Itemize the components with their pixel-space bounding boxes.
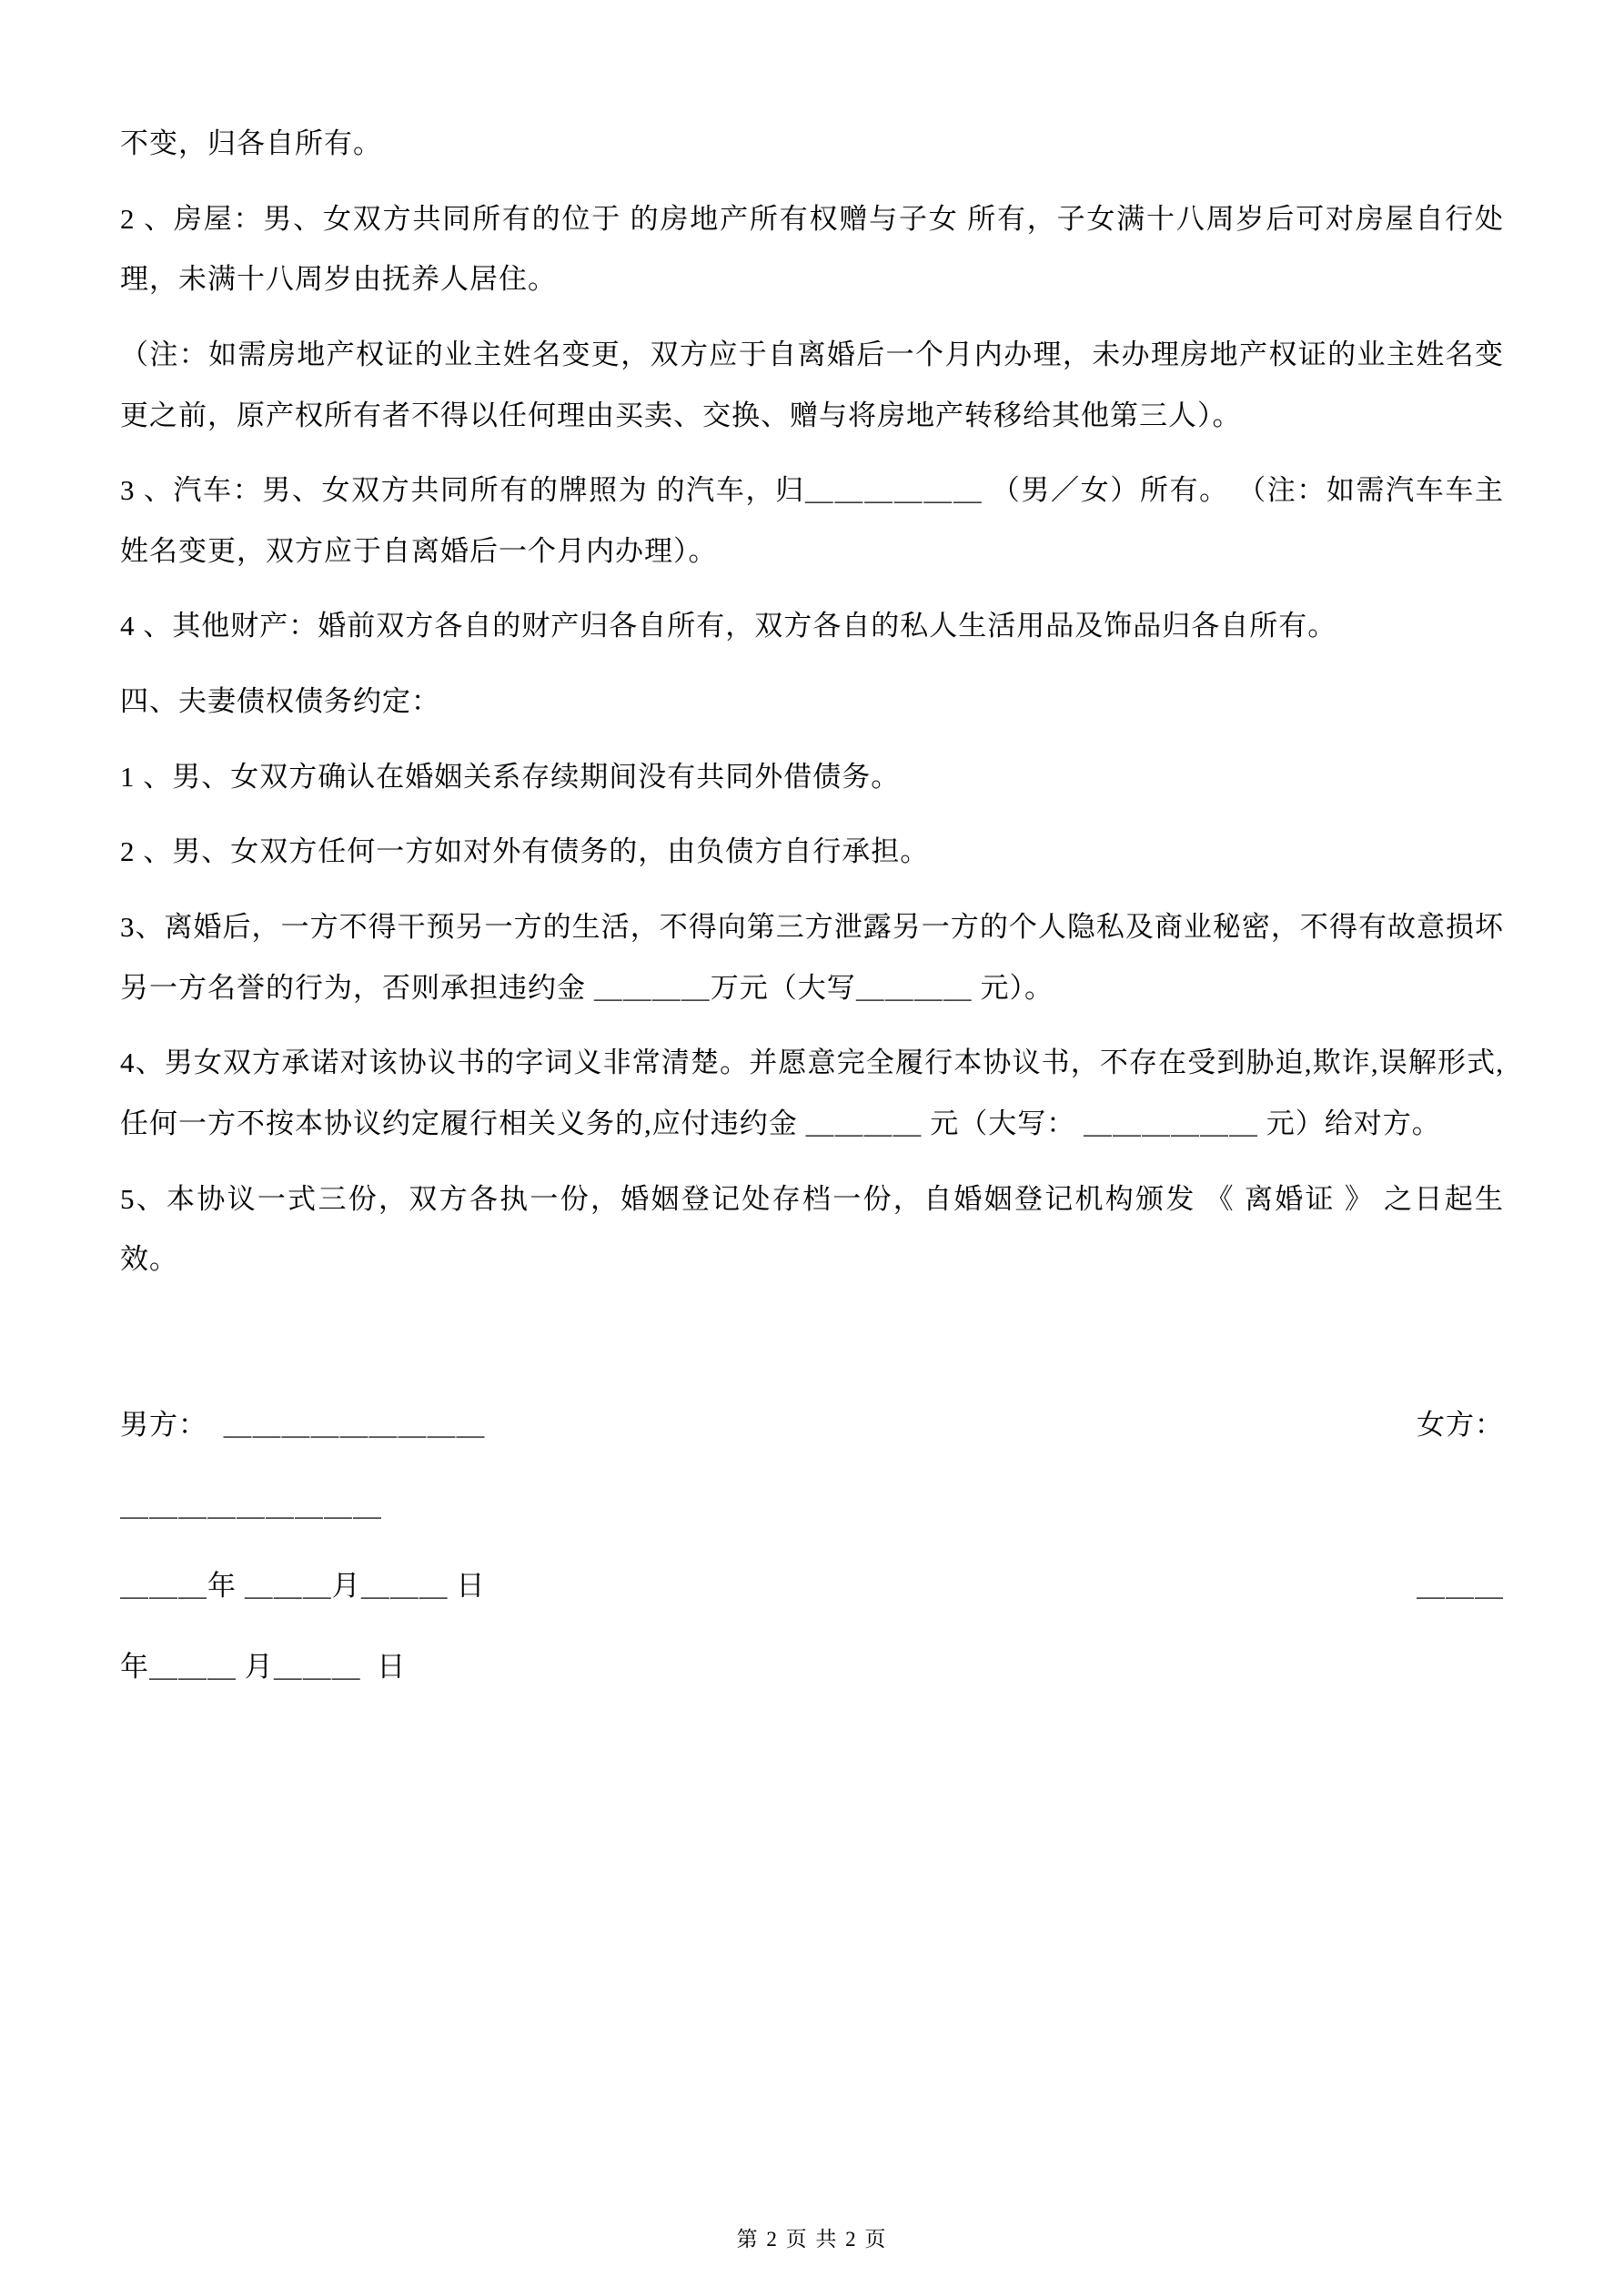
signature-block <box>120 1395 1504 1698</box>
paragraph: 3、离婚后，一方不得干预另一方的生活，不得向第三方泄露另一方的个人隐私及商业秘密，不得有故意损坏另一方名誉的行为，否则承担违约金 ＿＿＿＿万元（大写＿＿＿＿ 元）。 <box>120 911 1504 1004</box>
paragraph: 2 、男、女双方任何一方如对外有债务的，由负债方自行承担。 <box>120 835 930 868</box>
paragraph: 4 、其他财产：婚前双方各自的财产归各自所有，双方各自的私人生活用品及饰品归各自所有。 <box>120 610 1337 642</box>
paragraph: 1 、男、女双方确认在婚姻关系存续期间没有共同外借债务。 <box>120 760 901 793</box>
husband-label: 男方： <box>120 1408 207 1441</box>
wife-date-blank: ＿＿＿ <box>1417 1570 1504 1603</box>
signature-row-extra-line <box>120 1476 1504 1537</box>
husband-signature-line: ＿＿＿＿＿＿＿＿＿ <box>223 1408 486 1441</box>
page-footer <box>0 2222 1624 2252</box>
paragraph: 2 、房屋：男、女双方共同所有的位于 的房地产所有权赠与子女 所有，子女满十八周岁后可对房屋自行处理，未满十八周岁由抚养人居住。 <box>120 202 1504 296</box>
wife-date-line: 年＿＿＿ 月＿＿＿ 日 <box>120 1650 407 1683</box>
signature-row-date-1 <box>120 1556 1504 1617</box>
wife-signature-line: ＿＿＿＿＿＿＿＿＿ <box>120 1489 382 1522</box>
husband-date-line: ＿＿＿年 ＿＿＿月＿＿＿ 日 <box>120 1570 486 1603</box>
signature-row-date-2 <box>120 1637 1504 1698</box>
paragraph: 5、本协议一式三份，双方各执一份，婚姻登记处存档一份，自婚姻登记机构颁发 《 离婚证 》 之日起生效。 <box>120 1182 1504 1276</box>
husband-signature <box>120 1395 486 1456</box>
wife-label: 女方： <box>1417 1408 1504 1441</box>
page-number: 第 2 页 共 2 页 <box>736 2228 888 2250</box>
signature-row-names <box>120 1395 1504 1456</box>
paragraph: 3 、汽车：男、女双方共同所有的牌照为 的汽车，归＿＿＿＿＿＿ （男／女）所有。 （注：如需汽车车主姓名变更，双方应于自离婚后一个月内办理）。 <box>120 474 1504 567</box>
paragraph-note: （注：如需房地产权证的业主姓名变更，双方应于自离婚后一个月内办理，未办理房地产权证的业主姓名变更之前，原产权所有者不得以任何理由买卖、交换、赠与将房地产转移给其他第三人）。 <box>120 338 1504 431</box>
paragraph: 4、男女双方承诺对该协议书的字词义非常清楚。并愿意完全履行本协议书，不存在受到胁迫,欺诈,误解形式,任何一方不按本协议约定履行相关义务的,应付违约金 ＿＿＿＿ 元（大写： ＿＿＿＿＿＿ 元）给对方。 <box>120 1047 1504 1139</box>
section-heading: 四、夫妻债权债务约定： <box>120 685 440 718</box>
paragraph: 不变，归各自所有。 <box>120 127 382 159</box>
